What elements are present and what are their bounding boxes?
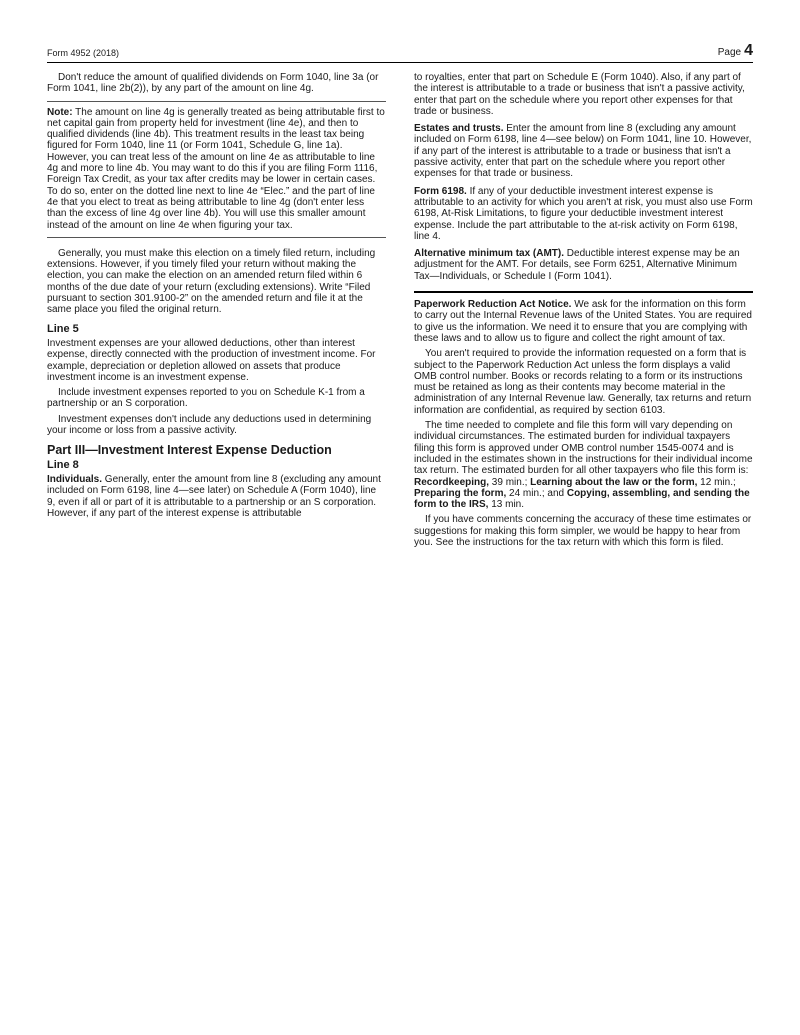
page-number: 4 — [744, 42, 753, 59]
note-text: The amount on line 4g is generally treated as being attributable first to net capital gain from property held for investment (line 4e), and then to qualified dividends (line 4b). This treatment results in the least tax being figured for Form 1040, line 11 (or Form 1041, Schedule G, line 1a). However, you can treat less of the amount on line 4e as attributable to line 4g and more to line 4b. You may want to do this if you are filing Form 1116, Foreign Tax Credit, as your tax after credits may be lower in certain cases. To do so, enter on the dotted line next to line 4e “Elec.” and the part of line 4e that you elect to treat as being attributable to line 4g (don't enter less than the excess of line 4g over line 4b). You will use this smaller amount instead of the amount on line 4e when figuring your tax. — [47, 106, 385, 231]
right-column — [414, 72, 753, 552]
part3-heading: Part III—Investment Interest Expense Deduction — [47, 443, 332, 458]
burden-paragraph — [414, 420, 753, 510]
amt-text: Deductible interest expense may be an adjustment for the AMT. For details, see Form 6251, Alternative Minimum Tax—Individuals, or Schedule I (Form 1041). — [414, 248, 740, 282]
left-column — [47, 72, 386, 523]
learning-label: Learning about the law or the form, — [530, 476, 698, 488]
royalties-paragraph: to royalties, enter that part on Schedule E (Form 1040). Also, if any part of the interest is attributable to a trade or business that isn't a passive activity, enter that part on the schedule where you report other expenses for that trade or business. — [414, 72, 745, 117]
individuals-text: Generally, enter the amount from line 8 (excluding any amount included on Form 6198, line 4—see later) on Schedule A (Form 1040), line 9, even if all or part of it is attributable to a partnership or an S corporation. However, if any part of the interest expense is attributable — [47, 473, 381, 519]
preparing-label: Preparing the form, — [414, 487, 507, 499]
page-header — [47, 42, 753, 62]
page-label: Page — [717, 47, 742, 58]
estates-paragraph — [414, 123, 753, 179]
note-paragraph — [47, 107, 386, 231]
form6198-paragraph — [414, 186, 753, 242]
pra-paragraph — [414, 299, 753, 344]
recordkeeping-time: 39 min.; — [489, 476, 531, 488]
amt-label: Alternative minimum tax (AMT). — [414, 248, 565, 260]
individuals-paragraph — [47, 474, 386, 519]
estates-label: Estates and trusts. — [414, 123, 504, 135]
form6198-label: Form 6198. — [414, 185, 467, 197]
note-label: Note: — [47, 106, 73, 118]
qualified-dividends-paragraph: Don't reduce the amount of qualified dividends on Form 1040, line 3a (or Form 1041, line 2b(2)), by any part of the amount on line 4g. — [47, 72, 379, 95]
form6198-text: If any of your deductible investment interest expense is attributable to an activity for which you aren't at risk, you must also use Form 6198, At-Risk Limitations, to figure your deductible investment interest expense. Include the part attributable to the at-risk activity on Form 6198, line 4. — [414, 185, 753, 242]
estates-text: Enter the amount from line 8 (excluding any amount included on Form 6198, line 4—see below) on Form 1041, line 10. However, if any part of the interest is attributable to a trade or business that isn't a passive activity, enter that part on the schedule where you report other expenses for that trade or business. — [414, 123, 752, 180]
pra-label: Paperwork Reduction Act Notice. — [414, 299, 572, 311]
line5-paragraph-3: Investment expenses don't include any deductions used in determining your income or loss from a passive activity. — [47, 413, 372, 437]
copying-label: Copying, assembling, and sending the form to the IRS, — [414, 487, 750, 511]
comments-paragraph: If you have comments concerning the accuracy of these time estimates or suggestions for making this form simpler, we would be happy to hear from you. See the instructions for the tax return with which this form is filed. — [414, 514, 752, 548]
individuals-label: Individuals. — [47, 473, 103, 485]
line5-paragraph-1: Investment expenses are your allowed deductions, other than interest expense, directly connected with the production of investment income. For example, depreciation or depletion allowed on assets that produce investment income is an investment expense. — [47, 337, 376, 383]
election-paragraph: Generally, you must make this election on a timely filed return, including extensions. However, if you timely filed your return without making the election, you can make the election on an amended return filed within 6 months of the due date of your return (excluding extensions). Write “Filed pursuant to section 301.9100-2” on the amended return and file it at the same place you filed the original return. — [47, 247, 376, 316]
burden-text: The time needed to complete and file this form will vary depending on individual circumstances. The estimated burden for individual taxpayers filing this form is approved under OMB control number 1545-0074 and is included in the estimates shown in the instructions for their individual income tax return. The estimated burden for all other taxpayers who file this form is: — [414, 420, 753, 477]
form-id: Form 4952 (2018) — [47, 48, 120, 58]
copying-time: 13 min. — [488, 499, 525, 511]
note-box — [47, 101, 386, 238]
omb-paragraph: You aren't required to provide the information requested on a form that is subject to the Paperwork Reduction Act unless the form displays a valid OMB control number. Books or records relating to a form or its instructions must be retained as long as their contents may become material in the administration of any Internal Revenue law. Generally, tax returns and return information are confidential, as required by section 6103. — [414, 348, 752, 416]
page-indicator — [718, 42, 753, 60]
amt-paragraph — [414, 248, 753, 282]
preparing-time: 24 min.; and — [506, 487, 567, 499]
learning-time: 12 min.; — [697, 476, 736, 488]
section-divider — [414, 291, 753, 293]
line8-heading: Line 8 — [47, 458, 79, 471]
line5-heading: Line 5 — [47, 322, 79, 335]
line5-paragraph-2: Include investment expenses reported to you on Schedule K-1 from a partnership or an S corporation. — [47, 387, 365, 410]
pra-text: We ask for the information on this form to carry out the Internal Revenue laws of the United States. You are required to give us the information. We need it to ensure that you are complying with these laws and to allow us to figure and collect the right amount of tax. — [414, 299, 752, 344]
header-rule — [47, 62, 753, 63]
recordkeeping-label: Recordkeeping, — [414, 476, 490, 488]
